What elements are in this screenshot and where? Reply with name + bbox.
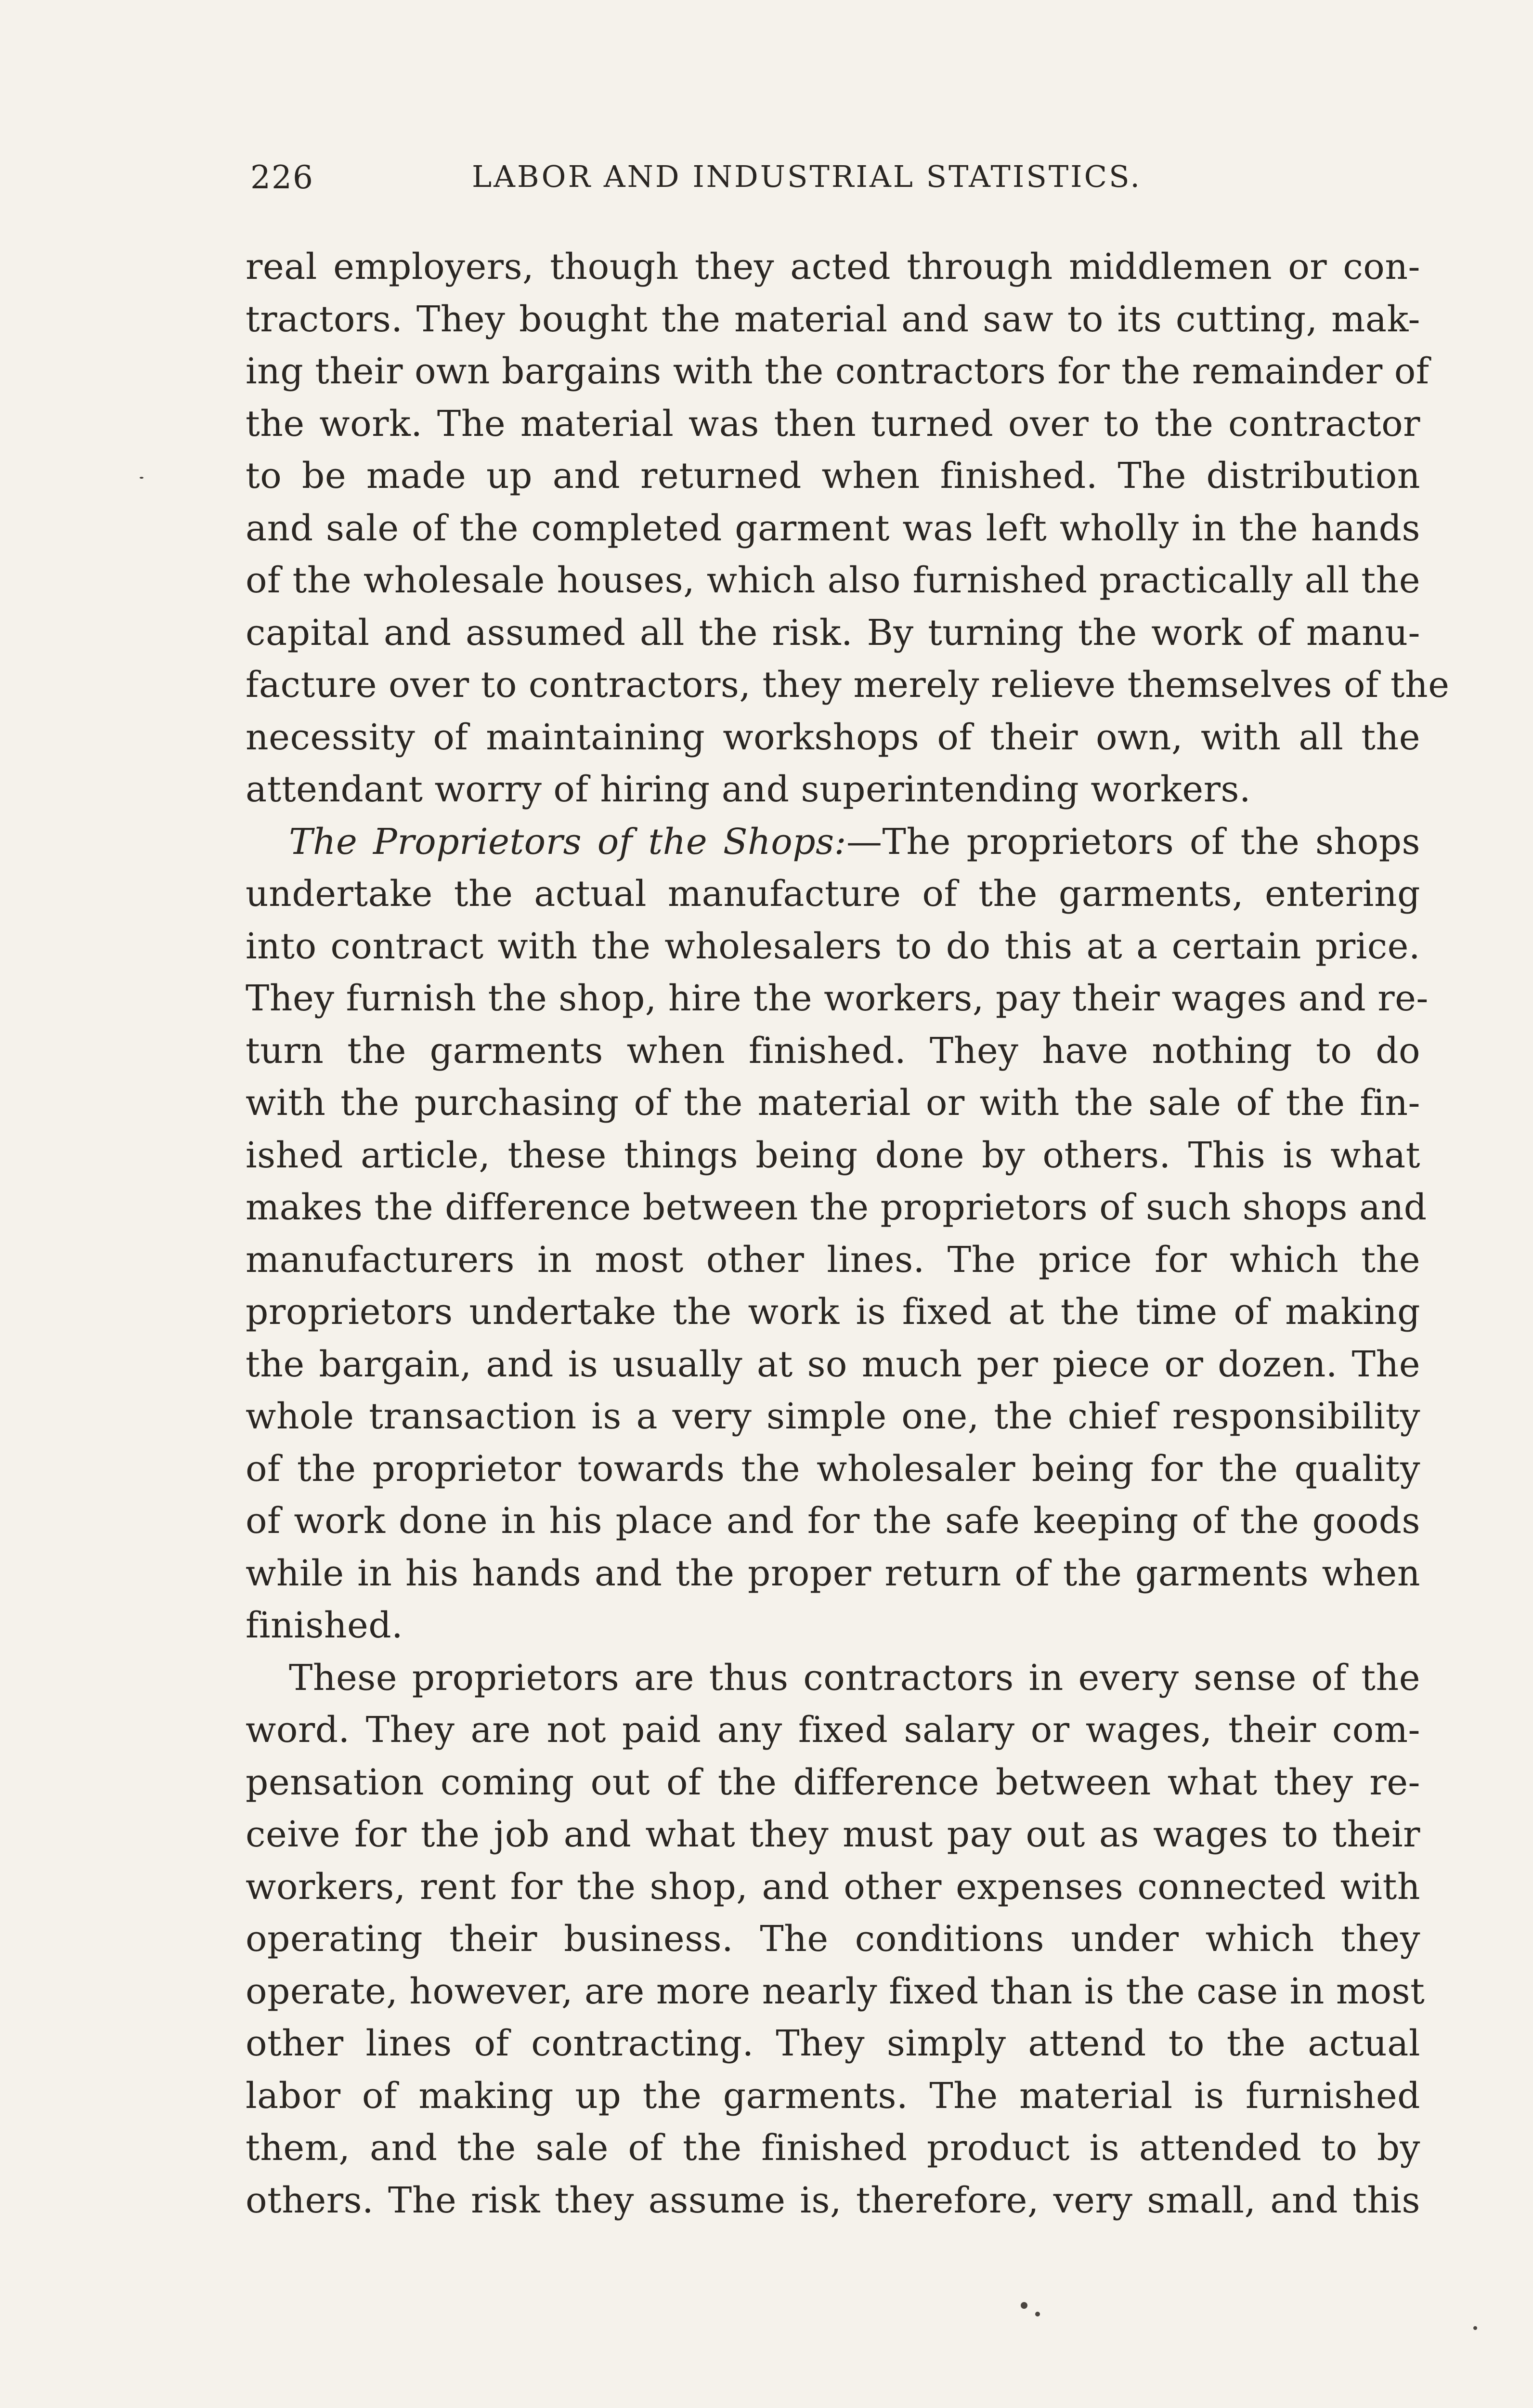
text-line: capital and assumed all the risk. By turning the work of manu-	[246, 612, 1420, 654]
text-line: tractors. They bought the material and saw to its cutting, mak-	[246, 298, 1420, 340]
text-line: ing their own bargains with the contractors for the remainder of	[246, 351, 1429, 392]
text-line: while in his hands and the proper return of the garments when	[246, 1552, 1420, 1594]
text-line: operating their business. The conditions under which they	[246, 1918, 1420, 1960]
scan-speck	[140, 477, 143, 479]
heading-continuation: —The proprietors of the shops	[846, 821, 1420, 863]
text-line: other lines of contracting. They simply attend to the actual	[246, 2023, 1420, 2064]
text-line: turn the garments when finished. They have nothing to do	[246, 1030, 1420, 1072]
text-line	[246, 816, 1420, 868]
text-line: attendant worry of hiring and superintending workers.	[246, 769, 1251, 810]
text-line: proprietors undertake the work is fixed at the time of making	[246, 1291, 1420, 1333]
running-title: LABOR AND INDUSTRIAL STATISTICS.	[472, 159, 1142, 194]
text-line: facture over to contractors, they merely relieve themselves of the	[246, 664, 1450, 706]
running-head	[250, 159, 1213, 207]
text-line: pensation coming out of the difference between what they re-	[246, 1761, 1420, 1803]
text-line: finished.	[246, 1605, 403, 1646]
text-line: others. The risk they assume is, therefore, very small, and this	[246, 2179, 1420, 2221]
text-line: workers, rent for the shop, and other expenses connected with	[246, 1866, 1420, 1908]
text-line: of the proprietor towards the wholesaler being for the quality	[246, 1448, 1420, 1490]
text-line: manufacturers in most other lines. The price for which the	[246, 1239, 1420, 1281]
text-line: ished article, these things being done by others. This is what	[246, 1134, 1420, 1176]
paragraph-3	[246, 1652, 1425, 2227]
text-line: ceive for the job and what they must pay out as wages to their	[246, 1814, 1420, 1855]
text-line: labor of making up the garments. The material is furnished	[246, 2075, 1420, 2117]
text-line: them, and the sale of the finished product is attended to by	[246, 2127, 1420, 2169]
page-number: 226	[250, 159, 314, 196]
text-line: They furnish the shop, hire the workers, pay their wages and re-	[246, 978, 1429, 1019]
text-line: necessity of maintaining workshops of their own, with all the	[246, 716, 1420, 758]
text-line: the work. The material was then turned over to the contractor	[246, 403, 1420, 445]
text-line: operate, however, are more nearly fixed than is the case in most	[246, 1970, 1425, 2012]
text-line: and sale of the completed garment was left wholly in the hands	[246, 507, 1420, 549]
text-line: makes the difference between the proprietors of such shops and	[246, 1187, 1427, 1228]
text-line: word. They are not paid any fixed salary or wages, their com-	[246, 1709, 1420, 1751]
section-heading: The Proprietors of the Shops:	[289, 821, 847, 863]
scan-speck	[1473, 2326, 1477, 2330]
paragraph-2	[246, 816, 1429, 1652]
scan-speck	[1021, 2302, 1027, 2309]
paragraph-1	[246, 241, 1450, 816]
text-line: into contract with the wholesalers to do this at a certain price.	[246, 925, 1420, 967]
text-line: the bargain, and is usually at so much per piece or dozen. The	[246, 1343, 1420, 1385]
body-text	[246, 241, 1450, 2226]
scan-speck	[1035, 2312, 1040, 2316]
text-line: whole transaction is a very simple one, the chief responsibility	[246, 1396, 1420, 1437]
text-line: real employers, though they acted through middlemen or con-	[246, 246, 1420, 288]
text-line: of the wholesale houses, which also furnished practically all the	[246, 560, 1420, 601]
text-line: These proprietors are thus contractors in every sense of the	[289, 1657, 1420, 1699]
text-line: to be made up and returned when finished. The distribution	[246, 455, 1420, 497]
text-line: undertake the actual manufacture of the garments, entering	[246, 873, 1420, 915]
text-line: of work done in his place and for the safe keeping of the goods	[246, 1500, 1420, 1542]
text-line: with the purchasing of the material or with the sale of the fin-	[246, 1082, 1420, 1124]
